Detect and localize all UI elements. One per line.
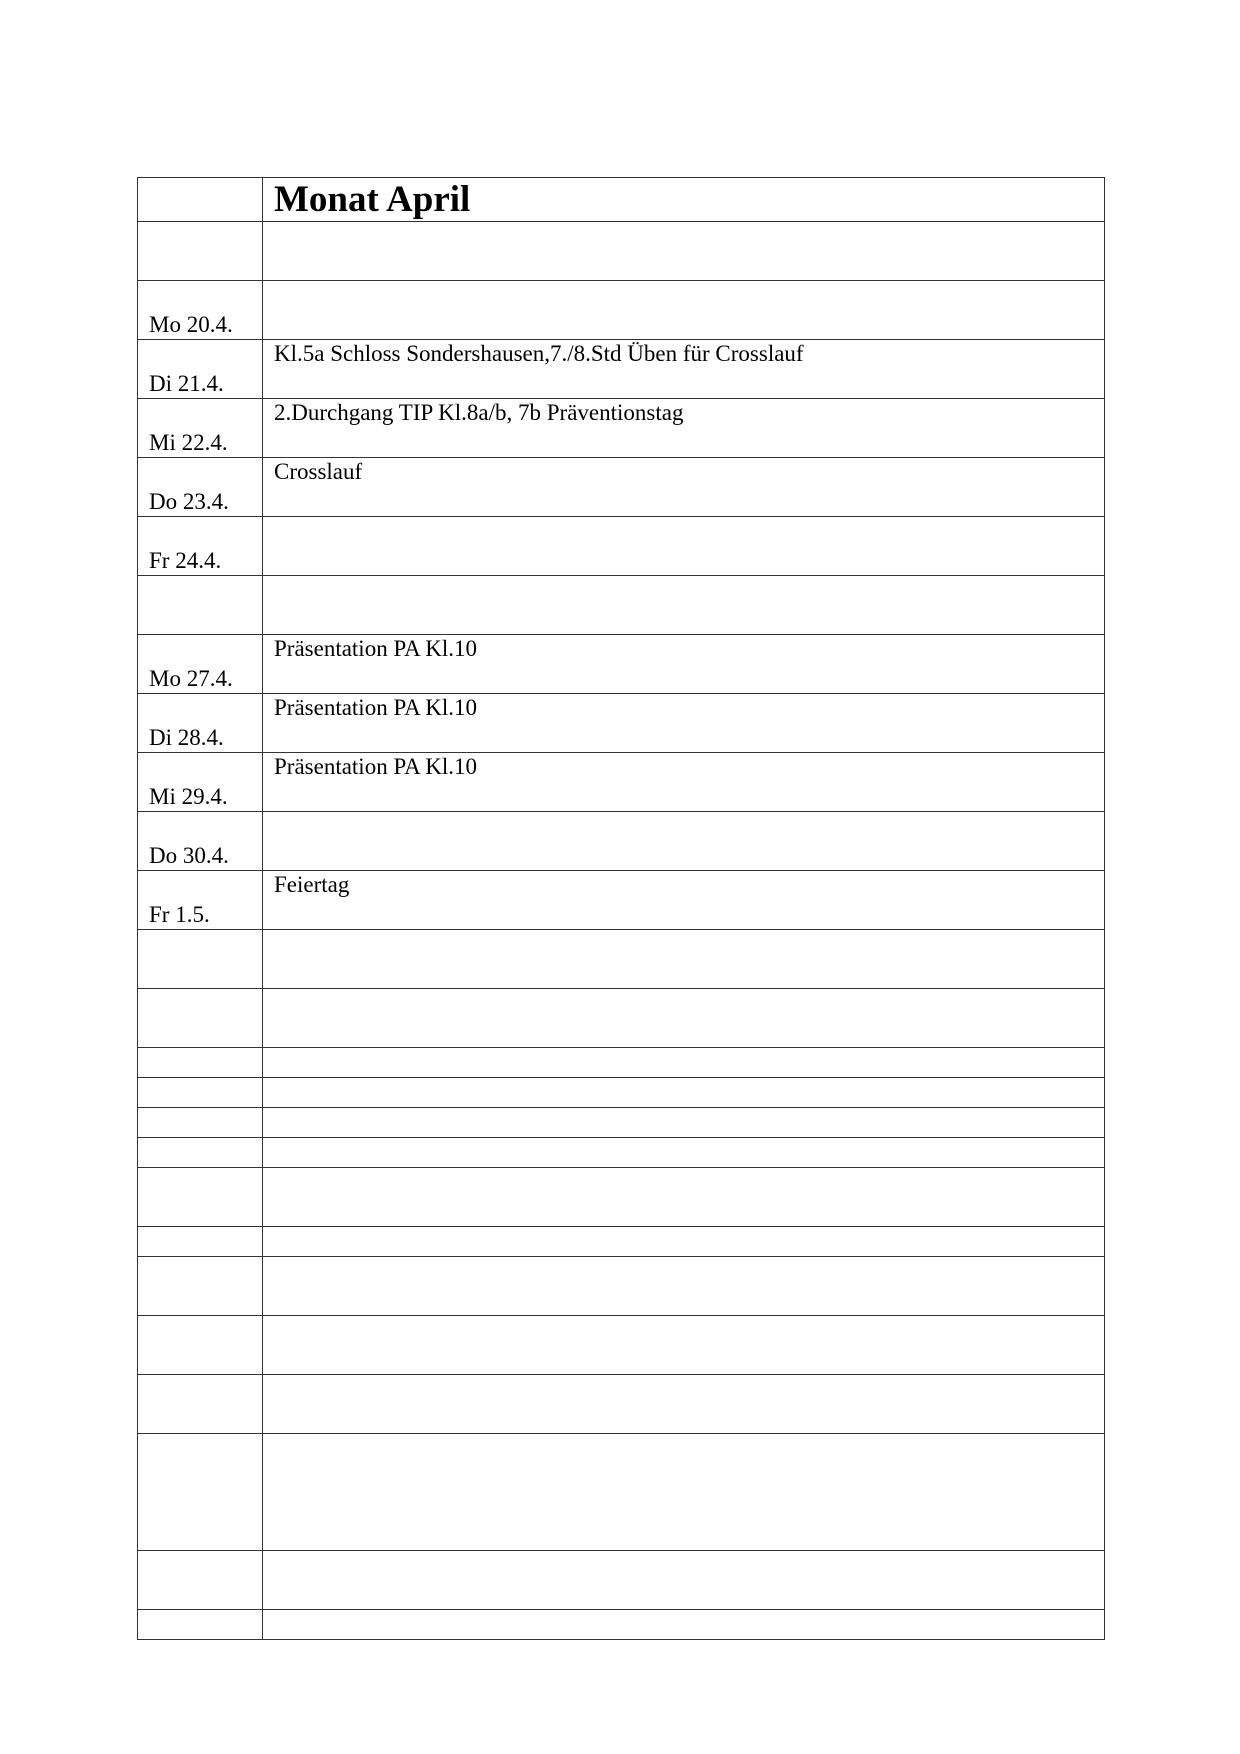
table-row (138, 222, 1105, 281)
date-cell (138, 871, 263, 930)
page-title: Monat April (274, 179, 471, 220)
date-cell (138, 1610, 263, 1640)
table-row (138, 694, 1105, 753)
event-cell (263, 340, 1105, 399)
table-row (138, 1078, 1105, 1108)
date-cell (138, 1227, 263, 1257)
event-cell (263, 1168, 1105, 1227)
table-row (138, 930, 1105, 989)
event-label: Präsentation PA Kl.10 (274, 636, 477, 661)
date-cell (138, 1551, 263, 1610)
event-cell (263, 753, 1105, 812)
month-schedule-table (137, 177, 1105, 1640)
date-cell (138, 1434, 263, 1551)
table-row (138, 1138, 1105, 1168)
date-label: Mi 22.4. (149, 430, 228, 455)
event-label: 2.Durchgang TIP Kl.8a/b, 7b Präventionstag (274, 400, 684, 425)
event-label: Feiertag (274, 872, 350, 897)
event-cell (263, 1257, 1105, 1316)
event-cell (263, 989, 1105, 1048)
event-cell (263, 1316, 1105, 1375)
event-cell (263, 1434, 1105, 1551)
table-row (138, 1434, 1105, 1551)
event-cell (263, 694, 1105, 753)
table-row (138, 1610, 1105, 1640)
table-row (138, 517, 1105, 576)
date-cell (138, 1168, 263, 1227)
event-cell (263, 871, 1105, 930)
event-cell (263, 222, 1105, 281)
date-cell (138, 340, 263, 399)
date-label: Fr 1.5. (149, 902, 210, 927)
event-label: Crosslauf (274, 459, 363, 484)
date-cell (138, 1138, 263, 1168)
event-cell (263, 458, 1105, 517)
date-cell (138, 399, 263, 458)
table-row (138, 576, 1105, 635)
event-cell (263, 576, 1105, 635)
date-cell (138, 989, 263, 1048)
table-row (138, 635, 1105, 694)
event-cell (263, 1108, 1105, 1138)
date-cell (138, 1257, 263, 1316)
header-title-cell (263, 178, 1105, 222)
event-cell (263, 1227, 1105, 1257)
event-cell (263, 1551, 1105, 1610)
table-row (138, 281, 1105, 340)
date-cell (138, 1316, 263, 1375)
date-label: Di 28.4. (149, 725, 224, 750)
event-cell (263, 1078, 1105, 1108)
header-date-cell (138, 178, 263, 222)
date-label: Mo 27.4. (149, 666, 233, 691)
date-cell (138, 694, 263, 753)
date-cell (138, 635, 263, 694)
table-row (138, 1316, 1105, 1375)
table-row (138, 340, 1105, 399)
date-cell (138, 812, 263, 871)
event-cell (263, 1048, 1105, 1078)
table-row (138, 812, 1105, 871)
event-label: Kl.5a Schloss Sondershausen,7./8.Std Üben für Crosslauf (274, 341, 804, 366)
date-cell (138, 517, 263, 576)
date-cell (138, 930, 263, 989)
event-cell (263, 1610, 1105, 1640)
date-label: Do 30.4. (149, 843, 229, 868)
date-label: Di 21.4. (149, 371, 224, 396)
event-cell (263, 1375, 1105, 1434)
table-row (138, 1227, 1105, 1257)
table-row (138, 753, 1105, 812)
event-cell (263, 517, 1105, 576)
table-row (138, 1048, 1105, 1078)
table-row (138, 989, 1105, 1048)
event-cell (263, 281, 1105, 340)
date-label: Mo 20.4. (149, 312, 233, 337)
date-cell (138, 1048, 263, 1078)
date-cell (138, 1375, 263, 1434)
event-cell (263, 930, 1105, 989)
date-cell (138, 576, 263, 635)
table-row (138, 1375, 1105, 1434)
event-cell (263, 635, 1105, 694)
table-row (138, 1108, 1105, 1138)
date-cell (138, 1108, 263, 1138)
event-cell (263, 812, 1105, 871)
table-row (138, 1551, 1105, 1610)
date-cell (138, 281, 263, 340)
event-cell (263, 1138, 1105, 1168)
event-cell (263, 399, 1105, 458)
table-row (138, 871, 1105, 930)
date-cell (138, 1078, 263, 1108)
event-label: Präsentation PA Kl.10 (274, 754, 477, 779)
date-cell (138, 753, 263, 812)
table-row (138, 458, 1105, 517)
date-cell (138, 458, 263, 517)
table-row (138, 1168, 1105, 1227)
event-label: Präsentation PA Kl.10 (274, 695, 477, 720)
date-label: Mi 29.4. (149, 784, 228, 809)
date-cell (138, 222, 263, 281)
table-row (138, 399, 1105, 458)
date-label: Do 23.4. (149, 489, 229, 514)
date-label: Fr 24.4. (149, 548, 222, 573)
table-header-row (138, 178, 1105, 222)
table-row (138, 1257, 1105, 1316)
